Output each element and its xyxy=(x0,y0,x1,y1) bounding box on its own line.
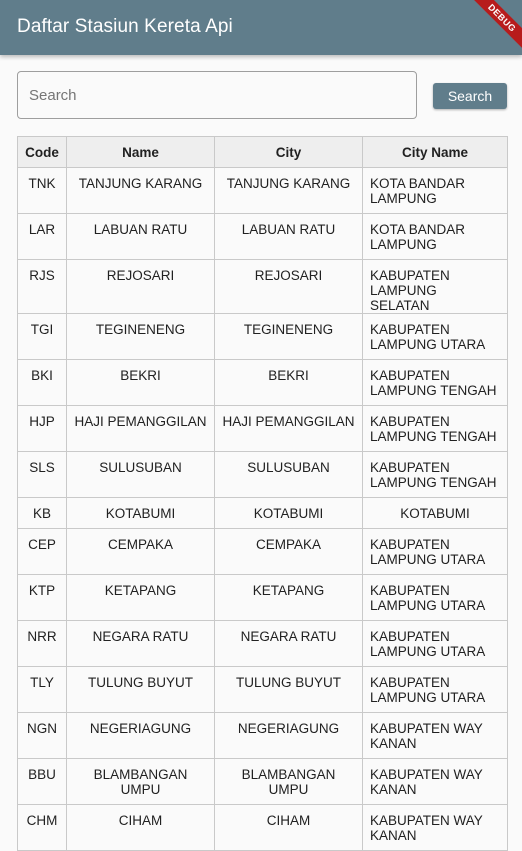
station-name-cell xyxy=(67,260,215,314)
station-city-cell xyxy=(215,529,363,575)
station-city-name-text: KABUPATEN WAY KANAN xyxy=(370,767,483,797)
station-city-text: TANJUNG KARANG xyxy=(226,176,351,191)
station-code-text: BKI xyxy=(31,368,53,383)
station-name-text: HAJI PEMANGGILAN xyxy=(74,414,207,429)
station-city-text: TULUNG BUYUT xyxy=(235,675,341,690)
station-city-name-text: KABUPATEN WAY KANAN xyxy=(370,721,483,751)
stations-table-container xyxy=(17,136,508,851)
station-name-text: TULUNG BUYUT xyxy=(87,675,193,690)
table-row xyxy=(18,805,508,851)
station-name-text: NEGERIAGUNG xyxy=(89,721,192,736)
station-code-text: NRR xyxy=(27,629,57,644)
station-city-name-text: KABUPATEN LAMPUNG UTARA xyxy=(370,322,486,352)
station-city-text: REJOSARI xyxy=(254,268,323,283)
station-city-cell xyxy=(215,314,363,360)
station-name-text: BEKRI xyxy=(120,368,161,383)
station-city-name-text: KABUPATEN LAMPUNG TENGAH xyxy=(370,368,497,398)
station-city-cell xyxy=(215,759,363,805)
station-code-text: NGN xyxy=(27,721,57,736)
station-name-cell xyxy=(67,498,215,529)
station-city-text: NEGARA RATU xyxy=(240,629,337,644)
station-name-cell xyxy=(67,214,215,260)
station-city-name-cell xyxy=(363,406,508,452)
table-row xyxy=(18,314,508,360)
station-code-cell xyxy=(18,713,67,759)
station-name-text: TEGINENENG xyxy=(95,322,186,337)
station-city-name-cell xyxy=(363,667,508,713)
station-name-cell xyxy=(67,621,215,667)
station-name-text: CIHAM xyxy=(118,813,163,828)
station-city-cell xyxy=(215,805,363,851)
station-name-text: KETAPANG xyxy=(104,583,177,598)
table-row xyxy=(18,360,508,406)
station-code-cell xyxy=(18,575,67,621)
station-city-name-cell xyxy=(363,529,508,575)
station-code-text: CHM xyxy=(26,813,58,828)
station-city-text: SULUSUBAN xyxy=(247,460,330,475)
station-name-cell xyxy=(67,529,215,575)
search-button[interactable]: Search xyxy=(433,83,507,109)
station-city-name-cell xyxy=(363,452,508,498)
station-code-cell xyxy=(18,805,67,851)
station-city-cell xyxy=(215,575,363,621)
station-city-text: LABUAN RATU xyxy=(241,222,336,237)
table-row xyxy=(18,621,508,667)
station-code-cell xyxy=(18,360,67,406)
app-bar xyxy=(0,0,522,55)
station-code-cell xyxy=(18,214,67,260)
station-city-cell xyxy=(215,260,363,314)
station-city-name-cell xyxy=(363,621,508,667)
station-code-text: KB xyxy=(32,506,51,521)
station-code-text: RJS xyxy=(29,268,55,283)
station-code-text: HJP xyxy=(29,414,55,429)
station-code-text: TGI xyxy=(30,322,54,337)
station-city-cell xyxy=(215,214,363,260)
table-row xyxy=(18,575,508,621)
station-city-cell xyxy=(215,713,363,759)
station-city-cell xyxy=(215,621,363,667)
station-name-cell xyxy=(67,452,215,498)
station-city-name-cell xyxy=(363,713,508,759)
station-city-name-cell xyxy=(363,314,508,360)
station-city-text: KETAPANG xyxy=(252,583,325,598)
table-row xyxy=(18,759,508,805)
station-name-text: CEMPAKA xyxy=(107,537,173,552)
station-city-name-cell xyxy=(363,168,508,214)
station-code-cell xyxy=(18,260,67,314)
station-city-name-text: KABUPATEN LAMPUNG UTARA xyxy=(370,629,486,659)
station-code-cell xyxy=(18,529,67,575)
station-name-cell xyxy=(67,406,215,452)
station-city-text: BEKRI xyxy=(268,368,309,383)
station-code-cell xyxy=(18,621,67,667)
station-code-text: TLY xyxy=(30,675,54,690)
station-code-cell xyxy=(18,406,67,452)
station-code-text: BBU xyxy=(28,767,56,782)
station-code-cell xyxy=(18,498,67,529)
station-city-text: CIHAM xyxy=(266,813,311,828)
station-city-cell xyxy=(215,498,363,529)
station-city-name-cell xyxy=(363,214,508,260)
station-city-cell xyxy=(215,406,363,452)
table-row xyxy=(18,529,508,575)
station-city-name-cell xyxy=(363,575,508,621)
table-row xyxy=(18,452,508,498)
column-header-city: City xyxy=(215,137,363,168)
station-name-cell xyxy=(67,713,215,759)
station-city-text: TEGINENENG xyxy=(243,322,334,337)
station-city-name-text: KOTA BANDAR LAMPUNG xyxy=(370,176,466,206)
station-code-text: SLS xyxy=(29,460,55,475)
station-name-cell xyxy=(67,314,215,360)
station-city-text: KOTABUMI xyxy=(253,506,324,521)
station-name-cell xyxy=(67,805,215,851)
station-city-name-cell xyxy=(363,498,508,529)
table-row xyxy=(18,667,508,713)
table-header-row xyxy=(18,137,508,168)
table-row xyxy=(18,406,508,452)
table-row xyxy=(18,498,508,529)
station-city-name-cell xyxy=(363,759,508,805)
station-name-cell xyxy=(67,667,215,713)
station-code-cell xyxy=(18,667,67,713)
station-name-text: REJOSARI xyxy=(106,268,175,283)
table-row xyxy=(18,168,508,214)
station-city-name-text: KABUPATEN LAMPUNG TENGAH xyxy=(370,460,497,490)
station-code-cell xyxy=(18,452,67,498)
station-name-text: KOTABUMI xyxy=(105,506,176,521)
column-header-city-name: City Name xyxy=(363,137,508,168)
station-city-cell xyxy=(215,667,363,713)
station-city-name-text: KABUPATEN LAMPUNG SELATAN xyxy=(370,268,450,313)
station-city-name-text: KABUPATEN LAMPUNG UTARA xyxy=(370,537,486,567)
station-code-text: CEP xyxy=(28,537,56,552)
table-row xyxy=(18,713,508,759)
station-city-cell xyxy=(215,360,363,406)
station-city-name-text: KABUPATEN LAMPUNG TENGAH xyxy=(370,414,497,444)
station-name-cell xyxy=(67,759,215,805)
station-city-text: NEGERIAGUNG xyxy=(237,721,340,736)
station-name-text: LABUAN RATU xyxy=(93,222,188,237)
search-input[interactable] xyxy=(17,71,417,119)
station-name-text: TANJUNG KARANG xyxy=(78,176,203,191)
column-header-code: Code xyxy=(18,137,67,168)
station-city-cell xyxy=(215,452,363,498)
station-code-text: TNK xyxy=(28,176,56,191)
station-code-cell xyxy=(18,314,67,360)
station-code-text: KTP xyxy=(28,583,56,598)
station-city-name-text: KABUPATEN LAMPUNG UTARA xyxy=(370,675,486,705)
table-row xyxy=(18,260,508,314)
station-city-name-text: KOTA BANDAR LAMPUNG xyxy=(370,222,466,252)
station-city-name-text: KOTABUMI xyxy=(400,506,470,521)
station-code-cell xyxy=(18,759,67,805)
station-city-text: HAJI PEMANGGILAN xyxy=(222,414,355,429)
station-code-cell xyxy=(18,168,67,214)
station-name-text: SULUSUBAN xyxy=(99,460,182,475)
stations-table xyxy=(17,136,508,851)
station-city-name-cell xyxy=(363,260,508,314)
station-name-text: BLAMBANGAN UMPU xyxy=(93,767,188,797)
station-city-text: CEMPAKA xyxy=(255,537,321,552)
station-city-name-cell xyxy=(363,360,508,406)
station-city-name-cell xyxy=(363,805,508,851)
station-name-cell xyxy=(67,168,215,214)
debug-banner: DEBUG xyxy=(465,0,522,55)
station-city-name-text: KABUPATEN LAMPUNG UTARA xyxy=(370,583,486,613)
station-name-cell xyxy=(67,360,215,406)
page-title: Daftar Stasiun Kereta Api xyxy=(17,16,233,37)
table-row xyxy=(18,214,508,260)
station-city-text: BLAMBANGAN UMPU xyxy=(241,767,336,797)
table-body xyxy=(18,168,508,851)
station-name-text: NEGARA RATU xyxy=(92,629,189,644)
station-city-name-text: KABUPATEN WAY KANAN xyxy=(370,813,483,843)
column-header-name: Name xyxy=(67,137,215,168)
station-city-cell xyxy=(215,168,363,214)
station-name-cell xyxy=(67,575,215,621)
station-code-text: LAR xyxy=(28,222,56,237)
